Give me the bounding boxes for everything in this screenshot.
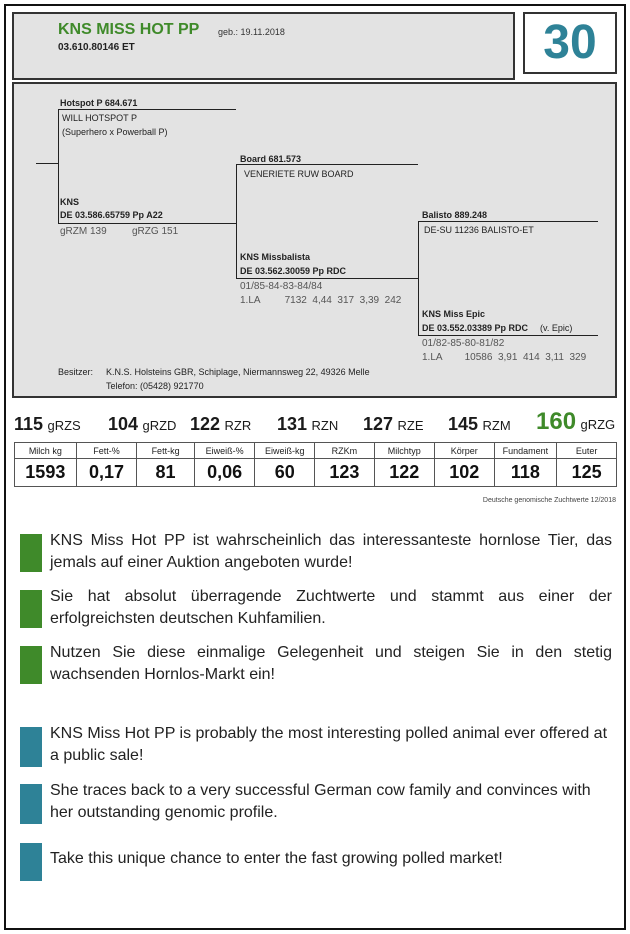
table-cell: 102	[434, 459, 494, 487]
index-label: RZM	[482, 418, 511, 433]
index-label: RZR	[224, 418, 252, 433]
paragraph-en: KNS Miss Hot PP is probably the most interesting polled animal ever offered at a public sale!	[50, 725, 608, 764]
lot-number: 30	[523, 12, 617, 74]
dam-lactation	[240, 295, 401, 306]
sire-grzm: gRZM 139	[60, 226, 107, 237]
granddam-lactation	[422, 352, 586, 363]
table-header: Milchtyp	[374, 443, 434, 459]
paragraph-de: Nutzen Sie diese einmalige Gelegenheit und steigen Sie in den stetig wachsenden Hornlos-Markt ein!	[50, 644, 612, 683]
granddam-name: KNS Miss Epic	[422, 309, 486, 319]
pedigree-line	[418, 335, 598, 336]
paragraph-en: Take this unique chance to enter the fast growing polled market!	[50, 850, 503, 867]
pedigree-line	[36, 163, 58, 164]
sire-grzg: gRZG 151	[132, 226, 179, 237]
pedigree-line	[58, 109, 59, 223]
granddam-la-values: 10586 3,91 414 3,11 329	[464, 352, 587, 363]
index-label: gRZG	[580, 417, 616, 432]
mggs-name: Balisto 889.248	[422, 210, 488, 220]
table-header: Fett-%	[76, 443, 137, 459]
index-value: 104	[108, 414, 139, 434]
owner-text: K.N.S. Holsteins GBR, Schiplage, Niermannsweg 22, 49326 Melle	[106, 367, 370, 377]
mggs-full: DE-SU 11236 BALISTO-ET	[424, 225, 534, 235]
index-rzr	[190, 414, 251, 435]
index-grzg	[536, 408, 615, 436]
table-header-row	[15, 443, 617, 459]
born-date: 19.11.2018	[240, 27, 285, 37]
index-label: gRZD	[142, 418, 177, 433]
paternal-grandsire-name: Hotspot P 684.671	[60, 98, 138, 108]
pedigree-box	[12, 82, 617, 398]
performance-table	[14, 442, 617, 487]
animal-header	[12, 12, 515, 80]
pedigree-line	[236, 164, 418, 165]
table-cell: 81	[137, 459, 195, 487]
sire-label: KNS	[60, 197, 80, 207]
table-header: Euter	[557, 443, 617, 459]
pedigree-line	[418, 221, 598, 222]
granddam-dates: 01/82-85-80-81/82	[422, 338, 505, 349]
teal-bullet	[20, 843, 42, 881]
sire-id: DE 03.586.65759 Pp A22	[60, 210, 163, 220]
paternal-grandsire-full: WILL HOTSPOT P	[62, 113, 138, 123]
table-cell: 125	[557, 459, 617, 487]
granddam-sire-note: (v. Epic)	[540, 323, 573, 333]
index-label: RZE	[397, 418, 424, 433]
animal-name: KNS MISS HOT PP	[58, 21, 200, 38]
table-value-row	[15, 459, 617, 487]
table-cell: 0,17	[76, 459, 137, 487]
table-header: Fett-kg	[137, 443, 195, 459]
paternal-grandsire-lineage: (Superhero x Powerball P)	[62, 127, 168, 137]
index-value: 115	[14, 414, 44, 434]
green-bullet	[20, 534, 42, 572]
table-header: Fundament	[494, 443, 557, 459]
index-value: 160	[536, 408, 577, 435]
registration-number: 03.610.80146 ET	[58, 42, 135, 53]
granddam-la-label: 1.LA	[422, 352, 443, 363]
teal-bullet	[20, 784, 42, 824]
table-header: RZKm	[315, 443, 375, 459]
pedigree-line	[236, 278, 418, 279]
index-rzm	[448, 414, 511, 435]
paragraph-en: She traces back to a very successful German cow family and convinces with her outstanding genomic profile.	[50, 782, 591, 821]
table-cell: 60	[255, 459, 315, 487]
mgs-name: Board 681.573	[240, 154, 302, 164]
paragraph-de: KNS Miss Hot PP ist wahrscheinlich das interessanteste hornlose Tier, das jemals auf einer Auktion angeboten wurde!	[50, 532, 612, 571]
owner-phone: Telefon: (05428) 921770	[106, 381, 204, 391]
table-cell: 122	[374, 459, 434, 487]
source-note: Deutsche genomische Zuchtwerte 12/2018	[482, 497, 616, 504]
pedigree-line	[58, 223, 236, 224]
owner-label: Besitzer:	[58, 367, 94, 377]
green-bullet	[20, 646, 42, 684]
table-cell: 123	[315, 459, 375, 487]
table-cell: 118	[494, 459, 557, 487]
pedigree-line	[58, 109, 236, 110]
table-header: Milch kg	[15, 443, 77, 459]
index-value: 127	[363, 414, 394, 434]
dam-id: DE 03.562.30059 Pp RDC	[240, 266, 347, 276]
index-grzd	[108, 414, 176, 435]
table-cell: 1593	[15, 459, 77, 487]
index-label: RZN	[311, 418, 339, 433]
mgs-full: VENERIETE RUW BOARD	[244, 169, 354, 179]
index-label: gRZS	[47, 418, 81, 433]
index-rzn	[277, 414, 338, 435]
index-value: 131	[277, 414, 308, 434]
dam-dates: 01/85-84-83-84/84	[240, 281, 323, 292]
birth-date	[218, 27, 285, 37]
table-header: Körper	[434, 443, 494, 459]
dam-name: KNS Missbalista	[240, 252, 311, 262]
breeding-indices	[14, 408, 618, 436]
index-grzs	[14, 414, 81, 435]
table-header: Eiweiß-kg	[255, 443, 315, 459]
index-rze	[363, 414, 424, 435]
pedigree-line	[236, 164, 237, 278]
index-value: 145	[448, 414, 479, 434]
green-bullet	[20, 590, 42, 628]
teal-bullet	[20, 727, 42, 767]
table-header: Eiweiß-%	[194, 443, 255, 459]
paragraph-de: Sie hat absolut überragende Zuchtwerte und stammt aus einer der erfolgreichsten deutschen Kuhfamilien.	[50, 588, 612, 627]
dam-la-values: 7132 4,44 317 3,39 242	[284, 295, 402, 306]
table-cell: 0,06	[194, 459, 255, 487]
index-value: 122	[190, 414, 221, 434]
born-label: geb.:	[218, 27, 239, 37]
pedigree-line	[418, 221, 419, 335]
dam-la-label: 1.LA	[240, 295, 261, 306]
granddam-id: DE 03.552.03389 Pp RDC	[422, 323, 529, 333]
